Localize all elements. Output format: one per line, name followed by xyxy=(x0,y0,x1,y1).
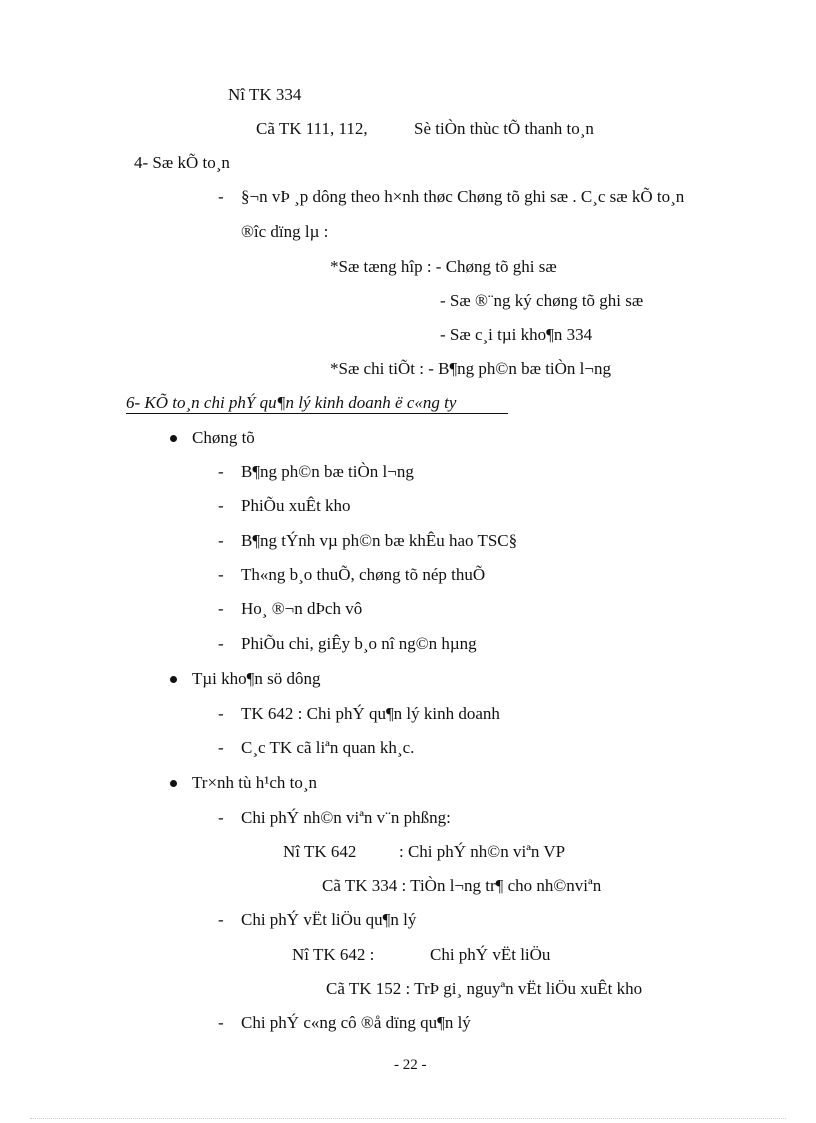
dash-marker: - xyxy=(218,462,224,481)
list-item: B¶ng ph©n bæ tiÒn l¬ng xyxy=(241,462,414,481)
list-item: Chi phÝ vËt liÖu qu¶n lý xyxy=(241,910,417,929)
bullet-accounting-procedure: Tr×nh tù h¹ch to¸n xyxy=(192,773,318,792)
section-heading-text: 6- KÕ to¸n chi phÝ qu¶n lý kinh doanh ë c«ng ty xyxy=(126,393,457,412)
list-item: B¶ng tÝnh vµ ph©n bæ khÊu hao TSC§ xyxy=(241,531,518,550)
entry-debit-334: Nî TK 334 xyxy=(228,85,302,104)
dash-marker: - xyxy=(218,704,224,723)
list-item: C¸c TK cã liªn quan kh¸c. xyxy=(241,738,415,757)
list-item: Th«ng b¸o thuÕ, chøng tõ nép thuÕ xyxy=(241,565,486,584)
summary-book-line-3: - Sæ c¸i tµi kho¶n 334 xyxy=(440,325,593,344)
paragraph-books-used: ®îc dïng lµ : xyxy=(241,222,329,241)
summary-book-line-1: *Sæ tæng hîp : - Chøng tõ ghi sæ xyxy=(330,257,557,276)
detail-book-line: *Sæ chi tiÕt : - B¶ng ph©n bæ tiÒn l¬ng xyxy=(330,359,611,378)
dash-marker: - xyxy=(218,531,224,550)
paragraph-books-form: §¬n vÞ ¸p dông theo h×nh thøc Chøng tõ ghi sæ . C¸c sæ kÕ to¸n xyxy=(241,187,685,206)
dash-marker: - xyxy=(218,599,224,618)
summary-book-line-2: - Sæ ®¨ng ký chøng tõ ghi sæ xyxy=(440,291,644,310)
entry-debit-642-description: : Chi phÝ nh©n viªn VP xyxy=(399,842,566,861)
entry-credit-152: Cã TK 152 : TrÞ gi¸ nguyªn vËt liÖu xuÊt kho xyxy=(326,979,643,998)
list-item: Chi phÝ nh©n viªn v¨n phßng: xyxy=(241,808,451,827)
section-heading-management-costs xyxy=(126,393,508,414)
list-item: PhiÕu chi, giÊy b¸o nî ng©n hµng xyxy=(241,634,477,653)
bullet-icon xyxy=(170,676,177,683)
entry-debit-642-description: Chi phÝ vËt liÖu xyxy=(430,945,551,964)
dash-marker: - xyxy=(218,910,224,929)
dash-marker: - xyxy=(218,565,224,584)
dash-marker: - xyxy=(218,187,224,206)
entry-credit-334: Cã TK 334 : TiÒn l¬ng tr¶ cho nh©nviªn xyxy=(322,876,602,895)
page-number: - 22 - xyxy=(394,1057,427,1073)
dash-marker: - xyxy=(218,496,224,515)
entry-debit-642: Nî TK 642 : xyxy=(292,945,375,964)
dash-marker: - xyxy=(218,1013,224,1032)
list-item: Chi phÝ c«ng cô ®å dïng qu¶n lý xyxy=(241,1013,471,1032)
bullet-icon xyxy=(170,435,177,442)
page-divider xyxy=(30,1118,786,1119)
dash-marker: - xyxy=(218,808,224,827)
dash-marker: - xyxy=(218,738,224,757)
bullet-accounts-used: Tµi kho¶n sö dông xyxy=(192,669,321,688)
entry-credit-description: Sè tiÒn thùc tÕ thanh to¸n xyxy=(414,119,594,138)
entry-debit-642: Nî TK 642 xyxy=(283,842,357,861)
dash-marker: - xyxy=(218,634,224,653)
list-item: PhiÕu xuÊt kho xyxy=(241,496,351,515)
bullet-icon xyxy=(170,780,177,787)
entry-credit-111-112: Cã TK 111, 112, xyxy=(256,119,368,138)
list-item: Ho¸ ®¬n dÞch vô xyxy=(241,599,363,618)
bullet-documents: Chøng tõ xyxy=(192,428,255,447)
list-item: TK 642 : Chi phÝ qu¶n lý kinh doanh xyxy=(241,704,500,723)
section-heading-accounting-books: 4- Sæ kÕ to¸n xyxy=(134,153,230,172)
